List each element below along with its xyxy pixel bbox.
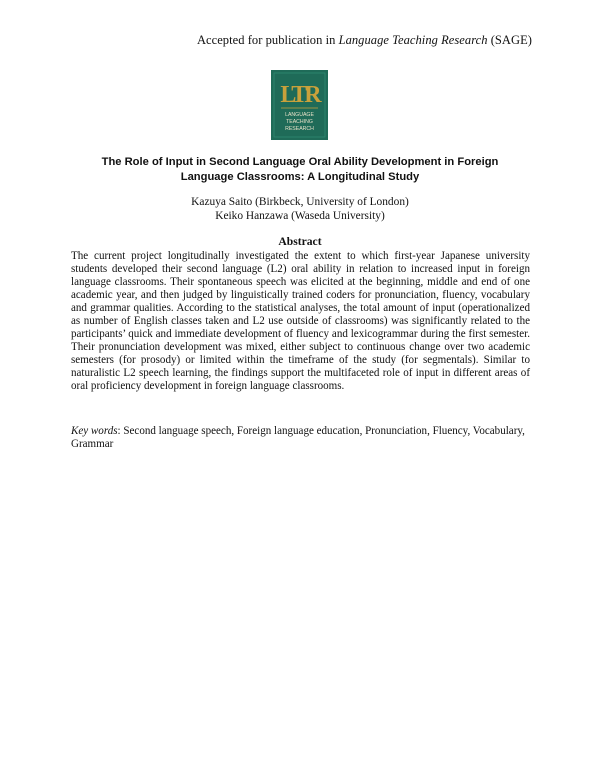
keywords-label: Key words	[71, 425, 118, 437]
publication-note-prefix: Accepted for publication in	[196, 33, 339, 47]
keywords	[71, 425, 530, 451]
author-2: Keiko Hanzawa (Waseda University)	[215, 209, 385, 222]
journal-logo-image	[271, 70, 328, 140]
abstract-heading: Abstract	[278, 235, 322, 248]
keywords-text: : Second language speech, Foreign language education, Pronunciation, Fluency, Vocabulary, Grammar	[71, 425, 525, 450]
logo-line-3: RESEARCH	[285, 126, 314, 132]
author-list	[70, 196, 530, 223]
author-1: Kazuya Saito (Birkbeck, University of London)	[191, 196, 409, 208]
paper-title	[70, 155, 530, 185]
paper-title-line-2: Language Classrooms: A Longitudinal Study	[180, 171, 420, 183]
logo-line-2: TEACHING	[286, 119, 313, 125]
publication-note-suffix: (SAGE)	[487, 33, 532, 47]
publication-note	[197, 33, 532, 48]
logo-line-1: LANGUAGE	[285, 112, 314, 118]
paper-title-line-1: The Role of Input in Second Language Oral Ability Development in Foreign	[101, 156, 499, 168]
abstract-text: The current project longitudinally investigated the extent to which first-year Japanese university students developed their second language (L2) oral ability in relation to increased input in foreign language classrooms. Their spontaneous speech was elicited at the beginning, middle and end of one academic year, and then judged by linguistically trained coders for pronunciation, fluency, vocabulary and grammar qualities. According to the statistical analyses, the total amount of input (operationalized as number of English classes taken and L2 use outside of classrooms) was significantly related to the participants’ quick and immediate development of fluency and lexicogrammar during the first semester. Their pronunciation development was mixed, either subject to continuous change over two academic semesters (for prosody) or limited within the timeframe of the study (for segmentals). Similar to naturalistic L2 speech learning, the findings support the multifaceted role of input in different areas of oral proficiency development in foreign language classrooms.	[71, 250, 530, 392]
journal-logo	[271, 70, 328, 140]
journal-name: Language Teaching Research	[338, 33, 488, 47]
logo-letters: LTR	[280, 82, 319, 108]
